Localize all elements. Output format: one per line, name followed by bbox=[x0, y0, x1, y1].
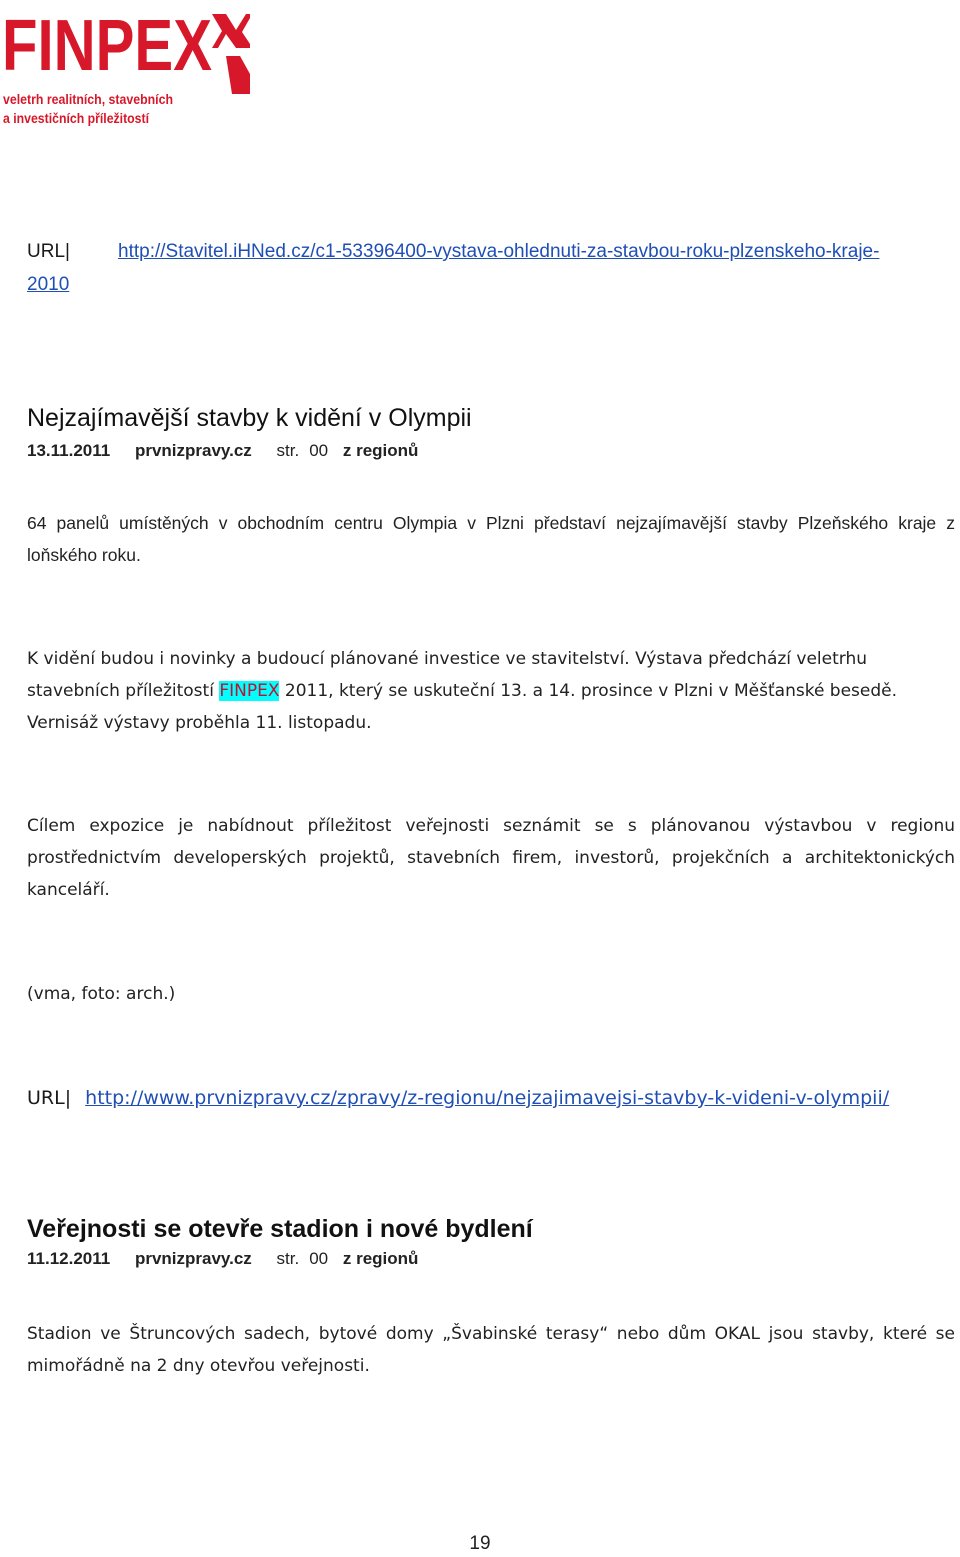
photo-credit: (vma, foto: arch.) bbox=[27, 984, 176, 1004]
svg-text:veletrh realitních, stavebních: veletrh realitních, stavebních bbox=[3, 91, 173, 107]
article-meta bbox=[27, 1249, 438, 1269]
source-link-prvnizpravy[interactable]: http://www.prvnizpravy.cz/zpravy/z-regionu/nejzajimavejsi-stavby-k-videni-v-olympii/ bbox=[85, 1087, 890, 1109]
finpex-logo-graphic bbox=[0, 4, 250, 128]
article-source: prvnizpravy.cz bbox=[134, 441, 252, 460]
finpex-logo bbox=[0, 4, 250, 128]
article-section: z regionů bbox=[342, 441, 419, 460]
article-page-label: str. bbox=[276, 1249, 300, 1268]
article-page-label: str. bbox=[276, 441, 300, 460]
source-link-stavitel-continued[interactable]: 2010 bbox=[27, 274, 70, 295]
paragraph-text: 2011, který se uskuteční 13. a 14. prosince v Plzni v Měšťanské besedě. Vernisáž výstavy proběhla 11. listopadu. bbox=[27, 681, 898, 733]
url-line bbox=[27, 1082, 889, 1114]
svg-text:FINPEX: FINPEX bbox=[2, 6, 212, 86]
logo-x-mark bbox=[212, 14, 250, 94]
url-label: URL| bbox=[27, 1087, 72, 1109]
page-number: 19 bbox=[469, 1533, 491, 1554]
url-label: URL| bbox=[27, 241, 70, 262]
article-date: 11.12.2011 bbox=[27, 1249, 111, 1268]
paragraph-text: K vidění budou i novinky a budoucí plánované investice ve stavitelství. Výstava předchází veletrhu stavebních příležitostí bbox=[27, 649, 868, 701]
article-meta bbox=[27, 441, 438, 461]
article-page: 00 bbox=[309, 441, 329, 460]
article-title: Veřejnosti se otevře stadion i nové bydlení bbox=[27, 1215, 533, 1243]
article-page: 00 bbox=[309, 1249, 329, 1268]
finpex-highlight: FINPEX bbox=[219, 681, 280, 701]
article-section: z regionů bbox=[342, 1249, 419, 1268]
article-paragraph: 64 panelů umístěných v obchodním centru Olympia v Plzni představí nejzajímavější stavby Plzeňského kraje z loňského roku. bbox=[27, 513, 955, 565]
article-date: 13.11.2011 bbox=[27, 441, 111, 460]
svg-text:a investičních příležitostí: a investičních příležitostí bbox=[3, 110, 150, 126]
article-source: prvnizpravy.cz bbox=[134, 1249, 252, 1268]
source-link-stavitel[interactable]: http://Stavitel.iHNed.cz/c1-53396400-vystava-ohlednuti-za-stavbou-roku-plzenskeho-kraje- bbox=[118, 241, 880, 262]
article-paragraph: Cílem expozice je nabídnout příležitost veřejnosti seznámit se s plánovanou výstavbou v regionu prostřednictvím developerských projektů, stavebních firem, investorů, projekčních a architektonických kanceláří. bbox=[27, 816, 955, 900]
article-paragraph bbox=[27, 643, 955, 739]
article-paragraph: Stadion ve Štruncových sadech, bytové domy „Švabinské terasy“ nebo dům OKAL jsou stavby, které se mimořádně na 2 dny otevřou veřejnosti. bbox=[27, 1324, 955, 1376]
article-title: Nejzajímavější stavby k vidění v Olympii bbox=[27, 404, 472, 432]
